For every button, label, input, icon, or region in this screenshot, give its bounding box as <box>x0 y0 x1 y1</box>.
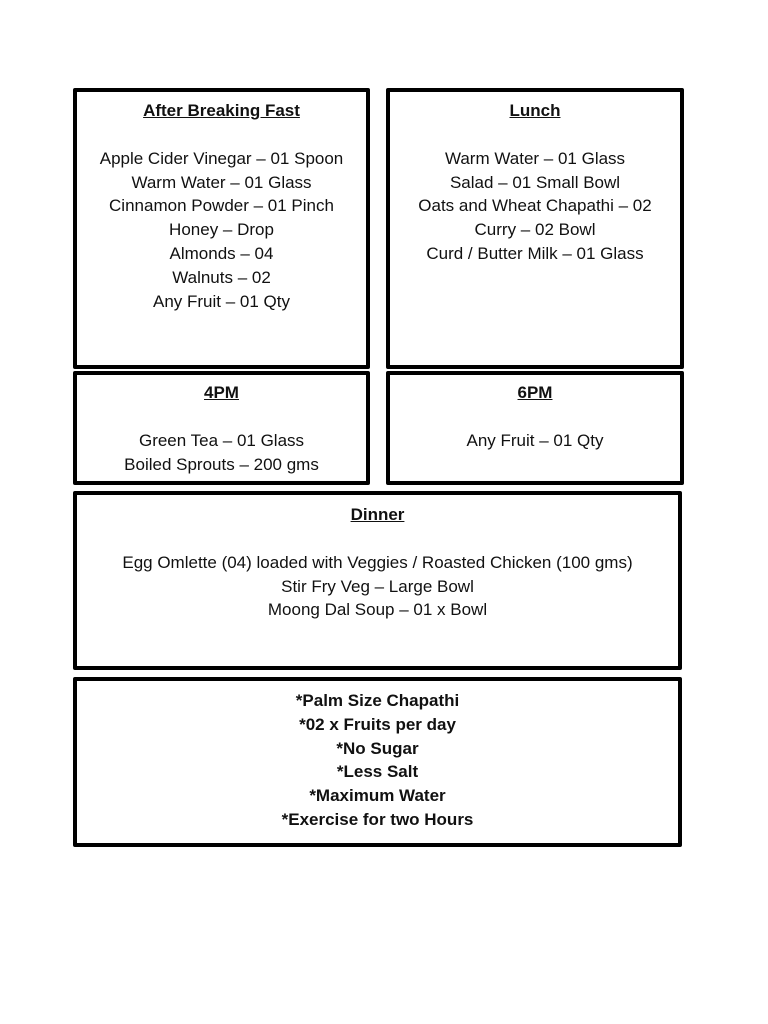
note-item: *02 x Fruits per day <box>299 714 456 734</box>
6pm-section <box>386 371 684 485</box>
list-item: Curd / Butter Milk – 01 Glass <box>426 243 644 263</box>
after-breaking-fast-section <box>73 88 370 369</box>
list-item: Egg Omlette (04) loaded with Veggies / Roasted Chicken (100 gms) <box>122 552 633 572</box>
list-item: Any Fruit – 01 Qty <box>153 291 290 311</box>
item-list <box>77 551 678 622</box>
list-item: Warm Water – 01 Glass <box>444 148 626 168</box>
list-item: Salad – 01 Small Bowl <box>449 172 621 192</box>
list-item: Oats and Wheat Chapathi – 02 <box>418 196 652 216</box>
list-item: Warm Water – 01 Glass <box>131 172 312 192</box>
item-list <box>77 429 366 477</box>
list-item: Apple Cider Vinegar – 01 Spoon <box>99 148 344 168</box>
list-item: Walnuts – 02 <box>172 267 271 287</box>
list-item: Any Fruit – 01 Qty <box>466 430 604 450</box>
lunch-section <box>386 88 684 369</box>
section-title: Lunch <box>509 101 561 120</box>
note-item: *Maximum Water <box>309 786 446 806</box>
note-item: *Palm Size Chapathi <box>295 691 460 710</box>
section-title: Dinner <box>350 505 405 524</box>
list-item: Honey – Drop <box>169 220 274 240</box>
list-item: Stir Fry Veg – Large Bowl <box>281 576 474 596</box>
note-item: *Less Salt <box>336 762 419 782</box>
section-title: 4PM <box>204 383 239 402</box>
item-list <box>390 147 680 266</box>
list-item: Curry – 02 Bowl <box>474 220 596 240</box>
list-item: Almonds – 04 <box>169 243 274 263</box>
list-item: Moong Dal Soup – 01 x Bowl <box>267 600 488 620</box>
list-item: Green Tea – 01 Glass <box>138 430 305 450</box>
section-title: 6PM <box>517 383 553 402</box>
4pm-section <box>73 371 370 485</box>
list-item: Cinnamon Powder – 01 Pinch <box>109 196 334 216</box>
item-list <box>77 147 366 314</box>
dinner-section <box>73 491 682 670</box>
item-list <box>390 429 680 453</box>
section-title: After Breaking Fast <box>143 101 300 120</box>
list-item: Boiled Sprouts – 200 gms <box>124 454 319 474</box>
note-item: *No Sugar <box>336 738 419 758</box>
note-item: *Exercise for two Hours <box>281 809 474 829</box>
notes-list <box>77 689 678 832</box>
notes-section <box>73 677 682 847</box>
